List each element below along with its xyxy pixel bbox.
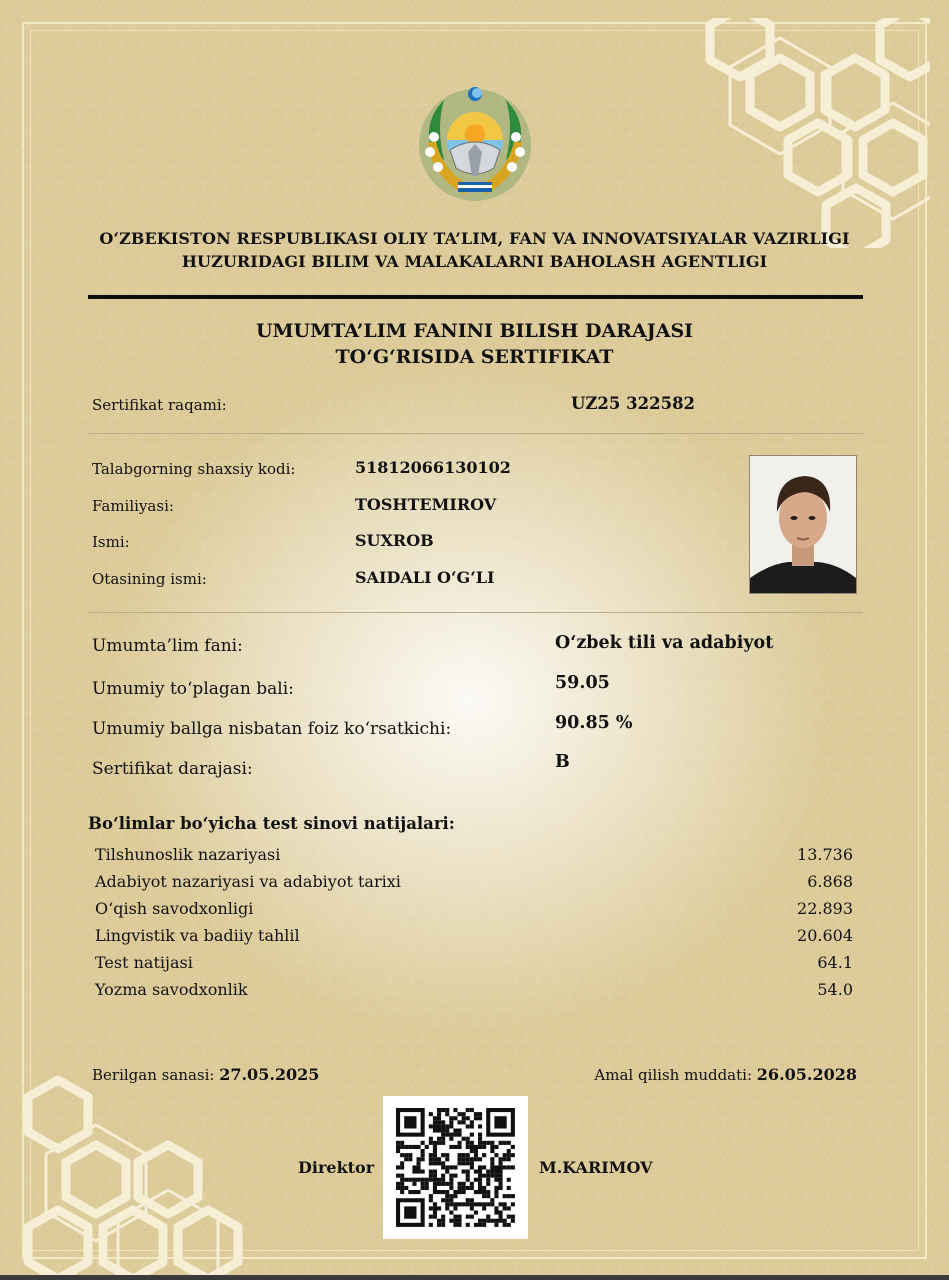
director-name: M.KARIMOV [539,1158,653,1177]
page-edge [0,1275,949,1280]
verification-qr-code[interactable] [383,1096,528,1239]
portrait-icon [750,456,856,593]
section-row-name: Yozma savodxonlik [95,980,248,999]
expiry-date [594,1065,857,1084]
first-name-value: SUXROB [355,531,434,550]
subject-label: Umumta’lim fani: [92,636,243,656]
section-row-value: 64.1 [817,953,853,972]
surname-value: TOSHTEMIROV [355,495,497,514]
certificate-number-label: Sertifikat raqami: [92,396,227,414]
section-row-value: 54.0 [817,980,853,999]
header-divider [88,295,863,299]
divider-2 [88,612,863,613]
percentage-label: Umumiy ballga nisbatan foiz ko‘rsatkichi: [92,719,452,739]
total-score-value: 59.05 [555,673,610,693]
section-row-name: Lingvistik va badiiy tahlil [95,926,300,945]
state-emblem-icon [414,82,536,204]
applicant-photo [749,455,857,594]
section-row-name: Tilshunoslik nazariyasi [95,845,281,864]
divider-1 [88,433,863,434]
personal-id-label: Talabgorning shaxsiy kodi: [92,460,296,478]
subject-value: O‘zbek tili va adabiyot [555,633,774,653]
section-row-value: 6.868 [807,872,853,891]
patronymic-label: Otasining ismi: [92,570,207,588]
issue-date [92,1065,319,1084]
sections-heading: Bo‘limlar bo‘yicha test sinovi natijalari: [88,814,455,833]
total-score-label: Umumiy to‘plagan bali: [92,679,294,699]
expiry-date-value: 26.05.2028 [756,1065,857,1084]
section-row-value: 22.893 [797,899,853,918]
surname-label: Familiyasi: [92,497,174,515]
section-row-value: 20.604 [797,926,853,945]
first-name-label: Ismi: [92,533,130,551]
director-title: Direktor [298,1158,375,1177]
issue-date-value: 27.05.2025 [219,1065,320,1084]
certificate-number-value: UZ25 322582 [571,394,696,413]
section-row-name: Adabiyot nazariyasi va adabiyot tarixi [95,872,401,891]
section-row-name: O‘qish savodxonligi [95,899,254,918]
star-ornament-top-right [660,18,930,248]
section-row-name: Test natijasi [95,953,193,972]
patronymic-value: SAIDALI O‘G‘LI [355,568,495,587]
ministry-line-1: O‘ZBEKISTON RESPUBLIKASI OLIY TA’LIM, FAN VA INNOVATSIYALAR VAZIRLIGI [99,229,850,248]
percentage-value: 90.85 % [555,713,633,733]
title-line-1: UMUMTA’LIM FANINI BILISH DARAJASI [255,320,694,342]
issue-date-label: Berilgan sanasi: [92,1066,215,1084]
certificate-level-value: B [555,752,570,772]
qr-code-icon [383,1096,528,1239]
certificate-level-label: Sertifikat darajasi: [92,759,253,779]
section-row-value: 13.736 [797,845,853,864]
title-line-2: TO‘G‘RISIDA SERTIFIKAT [335,346,614,368]
expiry-date-label: Amal qilish muddati: [594,1066,753,1084]
personal-id-value: 51812066130102 [355,458,511,477]
ministry-line-2: HUZURIDAGI BILIM VA MALAKALARNI BAHOLASH AGENTLIGI [181,252,768,271]
